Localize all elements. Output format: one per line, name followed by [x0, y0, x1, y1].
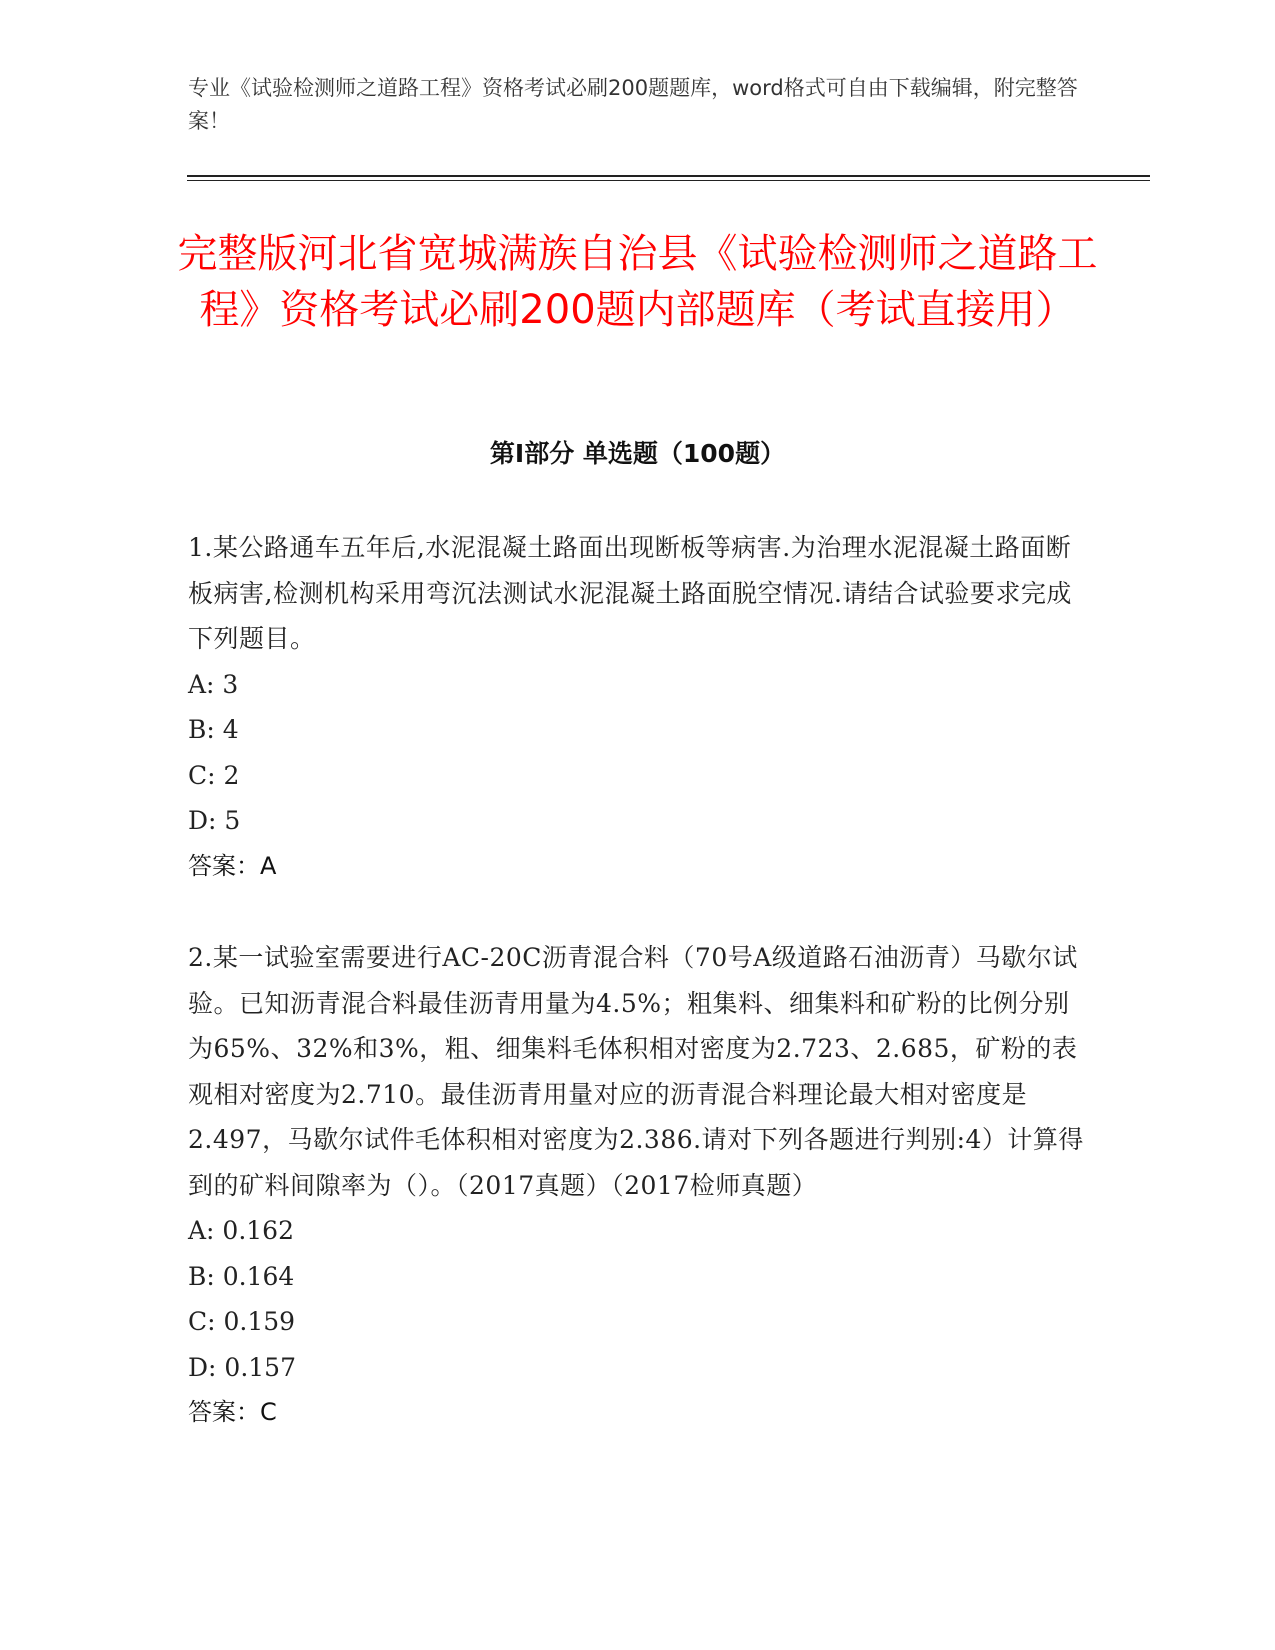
header-divider-thin	[187, 180, 1150, 181]
question-stem: 1.某公路通车五年后,水泥混凝土路面出现断板等病害.为治理水泥混凝土路面断板病害,检测机构采用弯沉法测试水泥混凝土路面脱空情况.请结合试验要求完成下列题目。	[188, 533, 1072, 653]
answer: 答案：A	[188, 851, 277, 880]
section-heading: 第Ⅰ部分 单选题（100题）	[489, 439, 786, 468]
option-a: A: 0.162	[188, 1216, 294, 1245]
option-c: C: 2	[188, 760, 240, 790]
option-a: A: 3	[188, 669, 239, 699]
option-b: B: 4	[188, 715, 239, 744]
option-d: D: 0.157	[188, 1352, 296, 1382]
header-note: 专业《试验检测师之道路工程》资格考试必刷200题题库，word格式可自由下载编辑，附完整答案！	[188, 76, 1078, 133]
question-stem: 2.某一试验室需要进行AC-20C沥青混合料（70号A级道路石油沥青）马歇尔试验。已知沥青混合料最佳沥青用量为4.5%；粗集料、细集料和矿粉的比例分别为65%、32%和3%，粗、细集料毛体积相对密度为2.723、2.685，矿粉的表观相对密度为2.710。最佳沥青用量对应的沥青混合料理论最大相对密度是2.497，马歇尔试件毛体积相对密度为2.386.请对下列各题进行判别:4）计算得到的矿料间隙率为（）。（2017真题）（2017检师真题）	[188, 943, 1084, 1200]
option-c: C: 0.159	[188, 1307, 296, 1336]
question-1	[188, 525, 1093, 889]
option-d: D: 5	[188, 806, 241, 835]
header-divider	[187, 175, 1150, 177]
answer: 答案：C	[188, 1398, 277, 1426]
document-title: 完整版河北省宽城满族自治县《试验检测师之道路工程》资格考试必刷200题内部题库（考试直接用）	[177, 231, 1098, 333]
question-2	[188, 935, 1093, 1436]
option-b: B: 0.164	[188, 1261, 295, 1291]
